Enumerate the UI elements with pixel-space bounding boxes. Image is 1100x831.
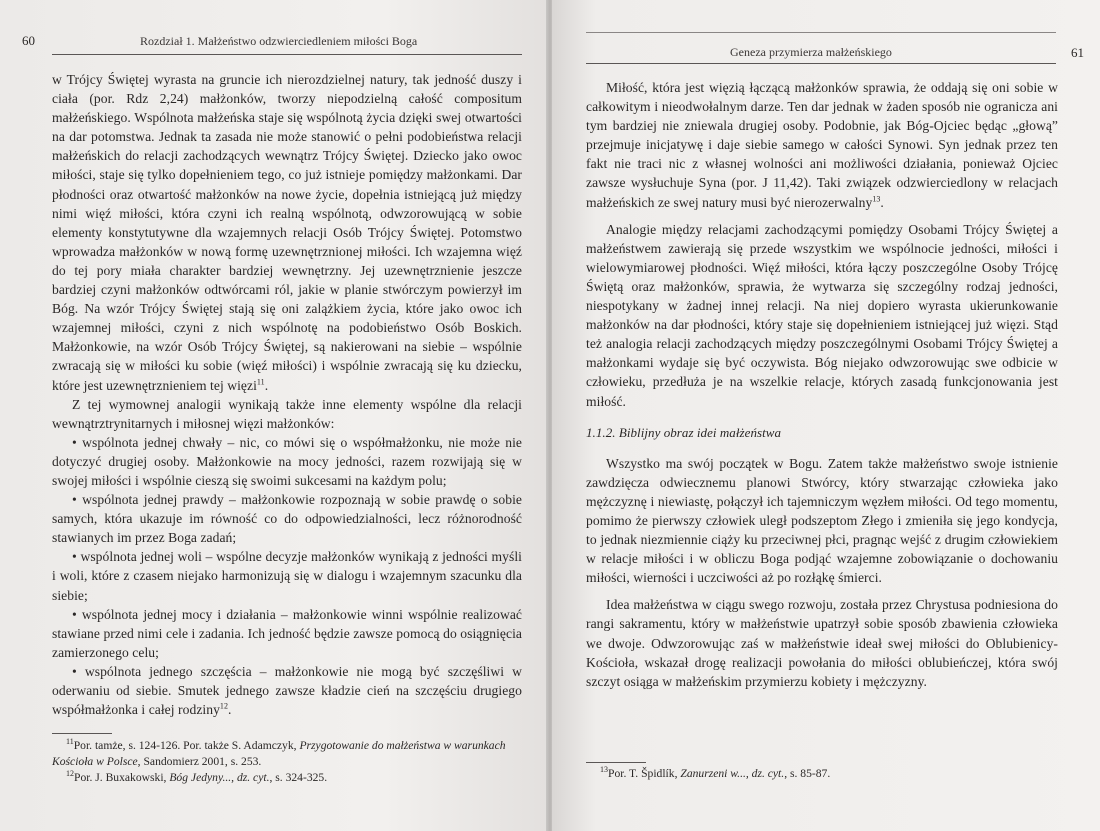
paragraph: Wszystko ma swój początek w Bogu. Zatem także małżeństwo swoje istnienie zawdzięcza odwiecznemu planowi Stwórcy, który stwarzając człowieka jako mężczyznę i niewiastę, połączył ich tajemniczym węzłem miłości. Od tego momentu, pomimo że pierwszy człowiek uległ podszeptom Złego i zmieniła się jego kondycja, to jednak niezmiennie ciąży ku przeciwnej płci, pragnąc wejść z drugim człowiekiem w relacje miłości i w obliczu Boga podjąć wzajemne zobowiązanie o dochowaniu miłości, wierności i uczciwości aż po rozłąkę śmierci. <box>586 455 1058 586</box>
bullet-item: • wspólnota jednej mocy i działania – małżonkowie winni wspólnie realizować stawiane przed nimi cele i zadania. Ich jedność będzie zawsze pomocą do osiągnięcia zamierzonego celu; <box>52 606 522 660</box>
paragraph: Miłość, która jest więzią łączącą małżonków sprawia, że oddają się oni sobie w całkowitym i nieodwołalnym darze. Ten dar jednak w żaden sposób nie ogranicza ani tym bardziej nie zniewala drugiej osoby. Podobnie, jak Bóg-Ojciec będąc „głową” przejmuje inicjatywę i daje siebie samego w całości Synowi. Syn jednak przez ten fakt nie traci nic z własnej wolności ani możliwości działania, ponieważ Ojciec zawsze wysłuchuje Syna (por. J 11,42). Taki związek odzwierciedlony w relacjach małżeńskich ze swej natury musi być nierozerwalny$^{13}$. <box>586 80 1058 210</box>
footnote-tail: , s. 324-325. <box>269 771 328 784</box>
footnote <box>586 766 1056 782</box>
paragraph-text: Miłość, która jest więzią łączącą małżonków sprawia, że oddają się oni sobie w całkowitym i nieodwołalnym darze. Ten dar jednak w żaden sposób nie ogranicza ani tym bardziej nie zniewala drugiej osoby. Podobnie, jak Bóg-Ojciec będąc „głową” przejmuje inicjatywę i daje siebie samego w całości Synowi. Syn jednak przez ten fakt nie traci nic z własnej wolności ani możliwości działania, ponieważ Ojciec zawsze wysłuchuje Syna (por. J 11,42). Taki związek odzwierciedlony w relacjach małżeńskich ze swej natury musi być nierozerwalny <box>586 80 1058 210</box>
bullet-text: • wspólnota jednego szczęścia – małżonkowie nie mogą być szczęśliwi w oderwaniu od siebie. Smutek jednego zawsze kładzie cień na szczęściu drugiego współmałżonka i całej rodziny <box>52 663 522 718</box>
footnotes <box>586 766 1056 782</box>
footnote-number: 12 <box>66 769 74 779</box>
footnote-ref: 12 <box>219 701 229 711</box>
bullet-item: • wspólnota jednego szczęścia – małżonkowie nie mogą być szczęśliwi w oderwaniu od siebie. Smutek jednego zawsze kładzie cień na szczęściu drugiego współmałżonka i całej rodziny$^{12}$. <box>52 663 522 718</box>
bullet-item: • wspólnota jednej chwały – nic, co mówi się o współmałżonku, nie może nie dotyczyć drugiej osoby. Małżonkowie na mocy jedności, razem rozwijają się w swojej miłości i wspólnie cieszą się swoimi sukcesami na każdym polu; <box>52 434 522 488</box>
footnote <box>52 738 522 770</box>
right-page <box>552 0 1100 831</box>
footnote-text: Por. tamże, s. 124-126. Por. także S. Adamczyk, <box>73 739 300 752</box>
running-head: Rozdział 1. Małżeństwo odzwierciedleniem miłości Boga <box>140 34 418 48</box>
footnote-title: Bóg Jedyny..., dz. cyt. <box>169 771 270 784</box>
footnote-rule <box>586 762 646 763</box>
running-head: Geneza przymierza małżeńskiego <box>730 45 892 59</box>
footnote-number: 13 <box>600 765 608 775</box>
bullet-item: • wspólnota jednej woli – wspólne decyzje małżonków wynikają z jedności myśli i woli, które z czasem niejako harmonizują się w dialogu i wzajemnym szacunku dla siebie; <box>52 549 522 603</box>
footnote-tail: , s. 85-87. <box>784 767 831 780</box>
bullet-item: • wspólnota jednej prawdy – małżonkowie rozpoznają w sobie prawdę o sobie samych, która ukazuje im równość co do odpowiedzialności, lecz różnorodność stawianych im przez Boga zadań; <box>52 492 522 546</box>
footnote-title: Zanurzeni w..., dz. cyt. <box>680 767 785 780</box>
paragraph: Idea małżeństwa w ciągu swego rozwoju, została przez Chrystusa podniesiona do rangi sakramentu, który w małżeństwie upatrzył sobie sposób zbawienia człowieka we dwoje. Odwzorowując zaś w małżeństwie ideał swej miłości do Oblubienicy-Kościoła, wskazał drogę realizacji powołania do miłości oblubieńczej, która swój szczyt osiąga w małżeńskim przymierzu kobiety i mężczyzny. <box>586 597 1058 689</box>
page-number: 61 <box>1071 45 1084 60</box>
paragraph: w Trójcy Świętej wyrasta na gruncie ich nierozdzielnej natury, tak jedność duszy i ciała (por. Rdz 2,24) małżonków, tworzy niepodzielną całość compositum małżeńskiego. Wspólnota małżeńska staje się wspólnotą życia dzięki swej otwartości na dar potomstwa. Jednak ta zasada nie może stanowić o pełni podobieństwa relacji małżeńskich do relacji zachodzących wewnątrz Trójcy Świętej. Dziecko jako owoc miłości, staje się tylko dopełnieniem tego, co już istnieje pomiędzy małżonkami. Dar płodności oraz otwartość małżonków na nowe życie, dopełnia istniejącą już między nimi więź miłości, która czyni ich realną wspólnotą, odwzorowującą w sobie elementy konstytutywne dla wzajemnych relacji Osób Trójcy Świętej. Potomstwo wprowadza małżonków w nową formę uzewnętrznionej miłości. Ich wzajemna więź do tej pory miała charakter bardziej wewnętrzny. Jej uzewnętrznienie jeszcze bardziej czyni małżonków odtwórcami ról, jakie w planie stwórczym powierzył im Bóg. Na wzór Trójcy Świętej stają się oni zalążkiem życia, które jako owoc ich wzajemnej miłości, czyni z nich wspólnotę na podobieństwo Osób Boskich. Małżonkowie, na wzór Osób Trójcy Świętej, są nakierowani na siebie – wspólnie zwracają się w miłości ku sobie (więź miłości) i wspólnie zwracają się ku dziecku, które jest uzewnętrznieniem tej więzi$^{11}$. <box>52 72 522 393</box>
body-text <box>586 78 1058 691</box>
header-top-rule <box>586 32 1056 33</box>
footnote-text: Por. T. Špidlík, <box>608 767 681 780</box>
page-number: 60 <box>22 33 35 48</box>
section-heading: 1.1.2. Biblijny obraz idei małżeństwa <box>586 424 782 440</box>
footnote-title: Przygotowanie do małżeństwa w warunkach Kościoła w Polsce <box>52 739 506 768</box>
header-rule <box>586 63 1056 64</box>
footnote-rule <box>52 733 112 734</box>
footnote-tail: , Sandomierz 2001, s. 253. <box>137 755 262 768</box>
footnotes <box>52 738 522 786</box>
footnote-text: Por. J. Buxakowski, <box>74 771 170 784</box>
body-text <box>52 70 522 719</box>
header-rule <box>52 54 522 55</box>
paragraph: Z tej wymownej analogii wynikają także inne elementy wspólne dla relacji wewnątrztrynitarnych i miłosnej więzi małżonków: <box>52 396 522 431</box>
footnote <box>52 770 522 786</box>
paragraph: Analogie między relacjami zachodzącymi pomiędzy Osobami Trójcy Świętej a małżeństwem zawierają się przede wszystkim we wspólnocie jedności, miłości i wielowymiarowej płodności. Więź miłości, która łączy poszczególne Osoby Trójcę Świętą oraz małżonków, sprawia, że wytwarza się szczególny rodzaj jedności, niespotykany w żadnej innej relacji. Na niej dopiero wyrasta ukierunkowanie małżonków na dar płodności, który staje się dopełnieniem istniejącej już więzi. Stąd też analogia relacji zachodzących między poszczególnymi Osobami Trójcy Świętej a małżonkami wydaje się być oczywista. Bóg niejako odwzorowując swe odbicie w człowieku, przedłuża je na wszelkie relacje, których zasadą funkcjonowania jest miłość. <box>586 221 1058 409</box>
footnote-ref: 11 <box>256 376 265 386</box>
footnote-number: 11 <box>66 737 74 747</box>
left-page <box>0 0 548 831</box>
footnote-ref: 13 <box>872 194 881 204</box>
paragraph-text: w Trójcy Świętej wyrasta na gruncie ich nierozdzielnej natury, tak jedność duszy i ciała (por. Rdz 2,24) małżonków, tworzy niepodzielną całość compositum małżeńskiego. Wspólnota małżeńska staje się wspólnotą życia dzięki swej otwartości na dar potomstwa. Jednak ta zasada nie może stanowić o pełni podobieństwa relacji małżeńskich do relacji zachodzących wewnątrz Trójcy Świętej. Dziecko jako owoc miłości, staje się tylko dopełnieniem tego, co już istnieje pomiędzy małżonkami. Dar płodności oraz otwartość małżonków na nowe życie, dopełnia istniejącą już między nimi więź miłości, która czyni ich realną wspólnotą, odwzorowującą w sobie elementy konstytutywne dla wzajemnych relacji Osób Trójcy Świętej. Potomstwo wprowadza małżonków w nową formę uzewnętrznionej miłości. Ich wzajemna więź do tej pory miała charakter bardziej wewnętrzny. Jej uzewnętrznienie jeszcze bardziej czyni małżonków odtwórcami ról, jakie w planie stwórczym powierzył im Bóg. Na wzór Trójcy Świętej stają się oni zalążkiem życia, które jako owoc ich wzajemnej miłości, czyni z nich wspólnotę na podobieństwo Osób Boskich. Małżonkowie, na wzór Osób Trójcy Świętej, są nakierowani na siebie – wspólnie zwracają się w miłości ku sobie (więź miłości) i wspólnie zwracają się ku dziecku, które jest uzewnętrznieniem tej więzi <box>52 72 522 393</box>
